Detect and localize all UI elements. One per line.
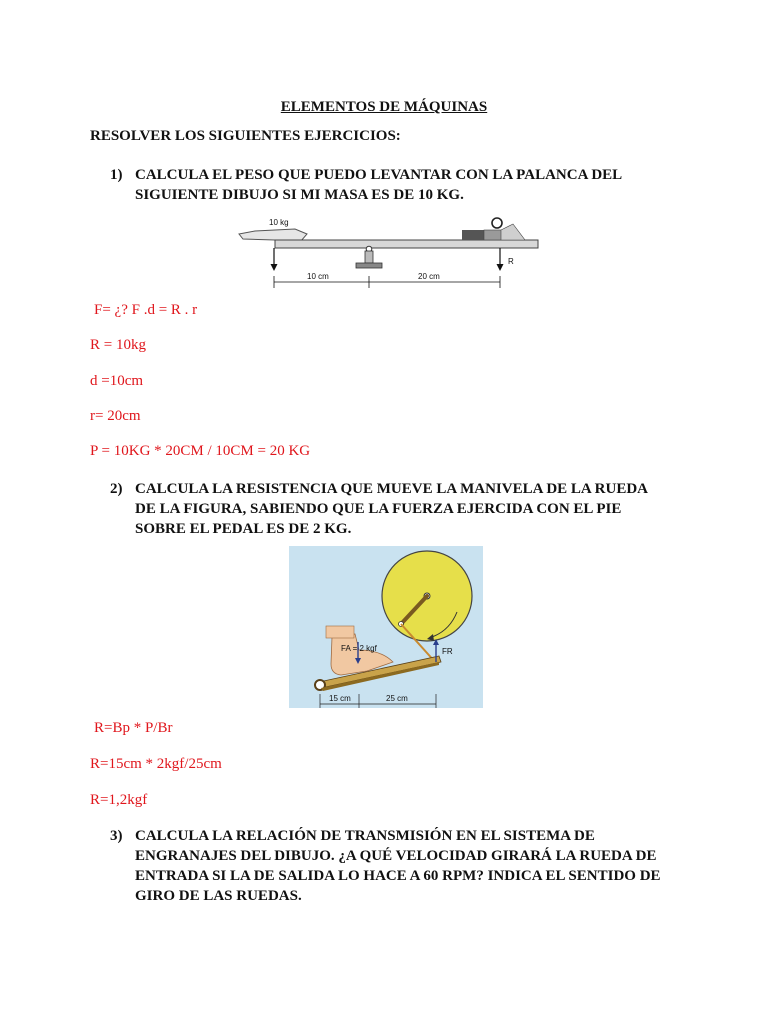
answer-1-line-1: F= ¿? F .d = R . r — [94, 302, 198, 318]
resistance-force-label: FR — [442, 647, 453, 656]
distance-1-label: 10 cm — [307, 272, 329, 281]
weight-block-dark — [462, 230, 484, 240]
force-label: FA = 2 kgf — [341, 644, 377, 653]
question-2-line-2: DE LA FIGURA, SABIENDO QUE LA FUERZA EJERCIDA CON EL PIE — [135, 501, 622, 517]
question-3-text — [135, 826, 680, 906]
resistance-arrow-head — [497, 264, 504, 271]
instructions-heading: RESOLVER LOS SIGUIENTES EJERCICIOS: — [90, 128, 401, 144]
question-2 — [110, 479, 670, 541]
answer-1-line-3: d =10cm — [90, 373, 144, 389]
hand-shape — [239, 229, 307, 241]
distance-2-label: 25 cm — [386, 694, 408, 703]
answer-2-line-3: R=1,2kgf — [90, 792, 148, 808]
lever-beam — [275, 240, 538, 248]
question-3-line-2: ENGRANAJES DEL DIBUJO. ¿A QUÉ VELOCIDAD GIRARÁ LA RUEDA DE — [135, 848, 657, 864]
pedal-wheel-figure — [289, 546, 483, 708]
fulcrum-post — [365, 251, 373, 263]
question-1-line-1: CALCULA EL PESO QUE PUEDO LEVANTAR CON LA PALANCA DEL — [135, 167, 623, 183]
answer-2-line-1: R=Bp * P/Br — [94, 720, 173, 736]
question-3-line-1: CALCULA LA RELACIÓN DE TRANSMISIÓN EN EL SISTEMA DE — [135, 828, 595, 844]
question-3-line-3: ENTRADA SI LA DE SALIDA LO HACE A 60 RPM? INDICA EL SENTIDO DE — [135, 868, 661, 884]
answer-2-line-2: R=15cm * 2kgf/25cm — [90, 756, 222, 772]
question-3-number: 3) — [110, 828, 123, 844]
weight-block-light — [484, 230, 502, 240]
question-2-line-1: CALCULA LA RESISTENCIA QUE MUEVE LA MANIVELA DE LA RUEDA — [135, 481, 649, 497]
lever-figure — [235, 214, 540, 290]
answer-1-line-2: R = 10kg — [90, 337, 146, 353]
page-title: ELEMENTOS DE MÁQUINAS — [280, 99, 488, 115]
answer-1-line-4: r= 20cm — [90, 408, 141, 424]
question-2-number: 2) — [110, 481, 123, 497]
distance-1-label: 15 cm — [329, 694, 351, 703]
fulcrum-base — [356, 263, 382, 268]
question-3 — [110, 826, 680, 908]
force-arrow-head — [271, 264, 278, 271]
question-2-line-3: SOBRE EL PEDAL ES DE 2 KG. — [135, 521, 352, 537]
question-1-text — [135, 165, 655, 205]
question-1-line-2: SIGUIENTE DIBUJO SI MI MASA ES DE 10 KG. — [135, 187, 464, 203]
mass-label: 10 kg — [269, 218, 289, 227]
weight-ring — [492, 218, 502, 228]
question-1 — [110, 165, 670, 205]
question-3-line-4: GIRO DE LAS RUEDAS. — [135, 888, 302, 904]
resistance-label: R — [508, 257, 514, 266]
question-1-number: 1) — [110, 167, 123, 183]
weight-wedge — [501, 224, 525, 240]
question-2-text — [135, 479, 655, 539]
answer-1-line-5: P = 10KG * 20CM / 10CM = 20 KG — [90, 443, 311, 459]
distance-2-label: 20 cm — [418, 272, 440, 281]
